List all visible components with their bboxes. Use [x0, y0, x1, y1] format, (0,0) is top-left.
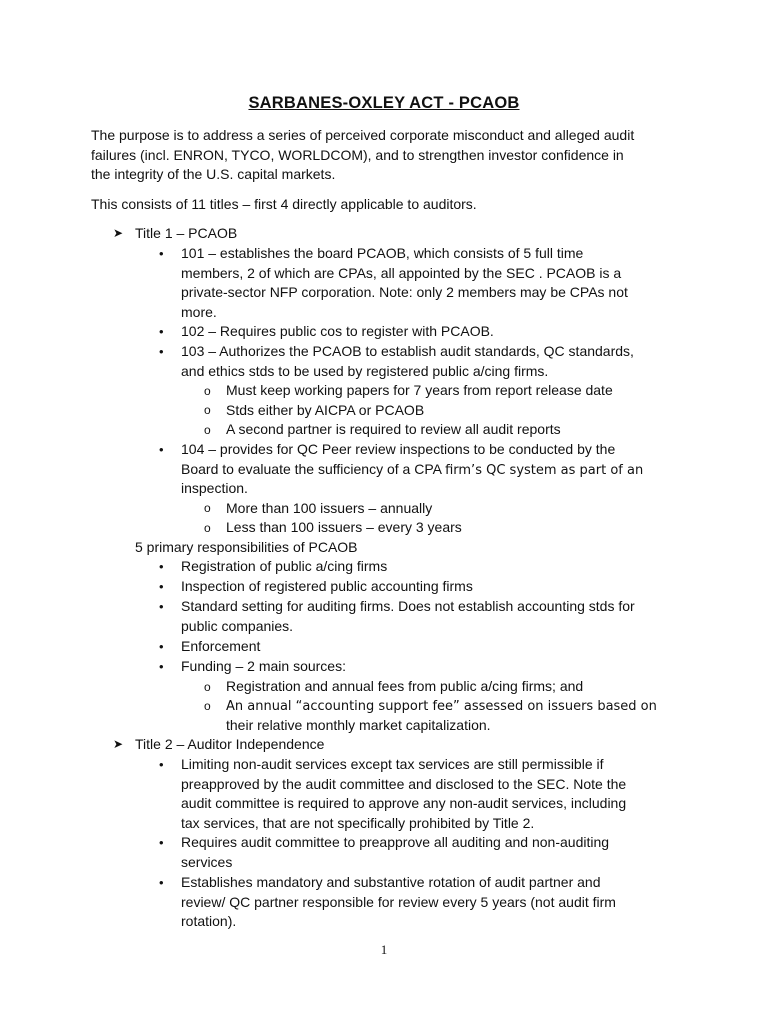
section-103-line-2: and ethics stds to be used by registered public a/cing firms.	[181, 362, 549, 379]
section-104-line-2	[181, 460, 643, 481]
bullet-icon: •	[159, 835, 164, 850]
section-104-line-1: 104 – provides for QC Peer review inspections to be conducted by the	[181, 441, 616, 457]
bullet-icon: •	[159, 659, 164, 674]
section-104-sub-1: More than 100 issuers – annually	[226, 499, 433, 516]
title-2-bullet-1-line-2: preapproved by the audit committee and disclosed to the SEC. Note the	[181, 775, 627, 792]
section-101-line-1: 101 – establishes the board PCAOB, which consists of 5 full time	[181, 245, 584, 261]
intro-line-3: the integrity of the U.S. capital markets.	[91, 166, 336, 182]
bullet-icon: •	[159, 344, 164, 359]
section-101-line-3: private-sector NFP corporation. Note: only 2 members may be CPAs not	[181, 284, 628, 300]
section-101-line-2: members, 2 of which are CPAs, all appointed by the SEC . PCAOB is a	[181, 264, 622, 281]
arrow-bullet-icon: ➤	[113, 226, 124, 240]
title-2-heading: Title 2 – Auditor Independence	[135, 736, 325, 752]
title-2-bullet-2-line-1: Requires audit committee to preapprove all auditing and non-auditing	[181, 834, 610, 850]
circle-bullet-icon: o	[204, 520, 211, 535]
bullet-icon: •	[159, 599, 164, 614]
titles-summary: This consists of 11 titles – first 4 directly applicable to auditors.	[91, 196, 477, 212]
title-2-bullet-3-line-3: rotation).	[181, 913, 237, 929]
responsibility-1: Registration of public a/cing firms	[181, 558, 388, 574]
arrow-bullet-icon: ➤	[113, 737, 124, 751]
bullet-icon: •	[159, 639, 164, 654]
circle-bullet-icon: o	[204, 422, 211, 437]
bullet-icon: •	[159, 875, 164, 890]
section-104-line-2a: Board to evaluate the sufficiency of a CPA	[181, 460, 446, 477]
title-1-heading: Title 1 – PCAOB	[135, 225, 238, 241]
title-2-bullet-3-line-2: review/ QC partner responsible for review every 5 years (not audit firm	[181, 893, 616, 910]
document-title: SARBANES-OXLEY ACT - PCAOB	[248, 94, 520, 112]
section-101-line-4: more.	[181, 303, 217, 320]
bullet-icon: •	[159, 246, 164, 261]
funding-sub-1: Registration and annual fees from public a/cing firms; and	[226, 678, 584, 694]
funding-sub-2-line-1: An annual “accounting support fee” assessed on issuers based on	[226, 698, 657, 714]
responsibility-5: Funding – 2 main sources:	[181, 658, 346, 674]
bullet-icon: •	[159, 579, 164, 594]
title-2-bullet-1-line-1: Limiting non-audit services except tax services are still permissible if	[181, 756, 604, 772]
bullet-icon: •	[159, 324, 164, 339]
section-104-line-3: inspection.	[181, 480, 248, 496]
title-2-bullet-3-line-1: Establishes mandatory and substantive rotation of audit partner and	[181, 874, 601, 890]
responsibility-4: Enforcement	[181, 638, 261, 654]
responsibility-3-line-1: Standard setting for auditing firms. Does not establish accounting stds for	[181, 598, 635, 614]
section-103-sub-2: Stds either by AICPA or PCAOB	[226, 401, 425, 418]
section-104-line-2b: firm’s QC system as part of an	[445, 462, 644, 478]
circle-bullet-icon: o	[204, 383, 211, 398]
section-102: 102 – Requires public cos to register with PCAOB.	[181, 323, 494, 339]
funding-sub-2-line-2: their relative monthly market capitalization.	[226, 716, 491, 733]
bullet-icon: •	[159, 757, 164, 772]
title-2-bullet-1-line-3: audit committee is required to approve any non-audit services, including	[181, 795, 627, 811]
circle-bullet-icon: o	[204, 501, 211, 515]
bullet-icon: •	[159, 442, 164, 457]
circle-bullet-icon: o	[204, 403, 211, 417]
page-number: 1	[380, 942, 388, 957]
title-2-bullet-2-line-2: services	[181, 853, 233, 870]
responsibility-3-line-2: public companies.	[181, 617, 294, 634]
section-103-sub-1: Must keep working papers for 7 years from report release date	[226, 382, 613, 398]
circle-bullet-icon: o	[204, 679, 211, 694]
bullet-icon: •	[159, 559, 164, 574]
section-103-line-1: 103 – Authorizes the PCAOB to establish audit standards, QC standards,	[181, 343, 634, 359]
responsibility-2: Inspection of registered public accounting firms	[181, 578, 473, 594]
title-2-bullet-1-line-4: tax services, that are not specifically prohibited by Title 2.	[181, 814, 535, 831]
section-104-sub-2: Less than 100 issuers – every 3 years	[226, 519, 462, 535]
intro-line-2: failures (incl. ENRON, TYCO, WORLDCOM), and to strengthen investor confidence in	[91, 146, 624, 163]
circle-bullet-icon: o	[204, 699, 211, 713]
responsibilities-heading: 5 primary responsibilities of PCAOB	[135, 538, 358, 555]
intro-line-1: The purpose is to address a series of perceived corporate misconduct and alleged audit	[91, 127, 635, 143]
section-103-sub-3: A second partner is required to review all audit reports	[226, 421, 561, 437]
